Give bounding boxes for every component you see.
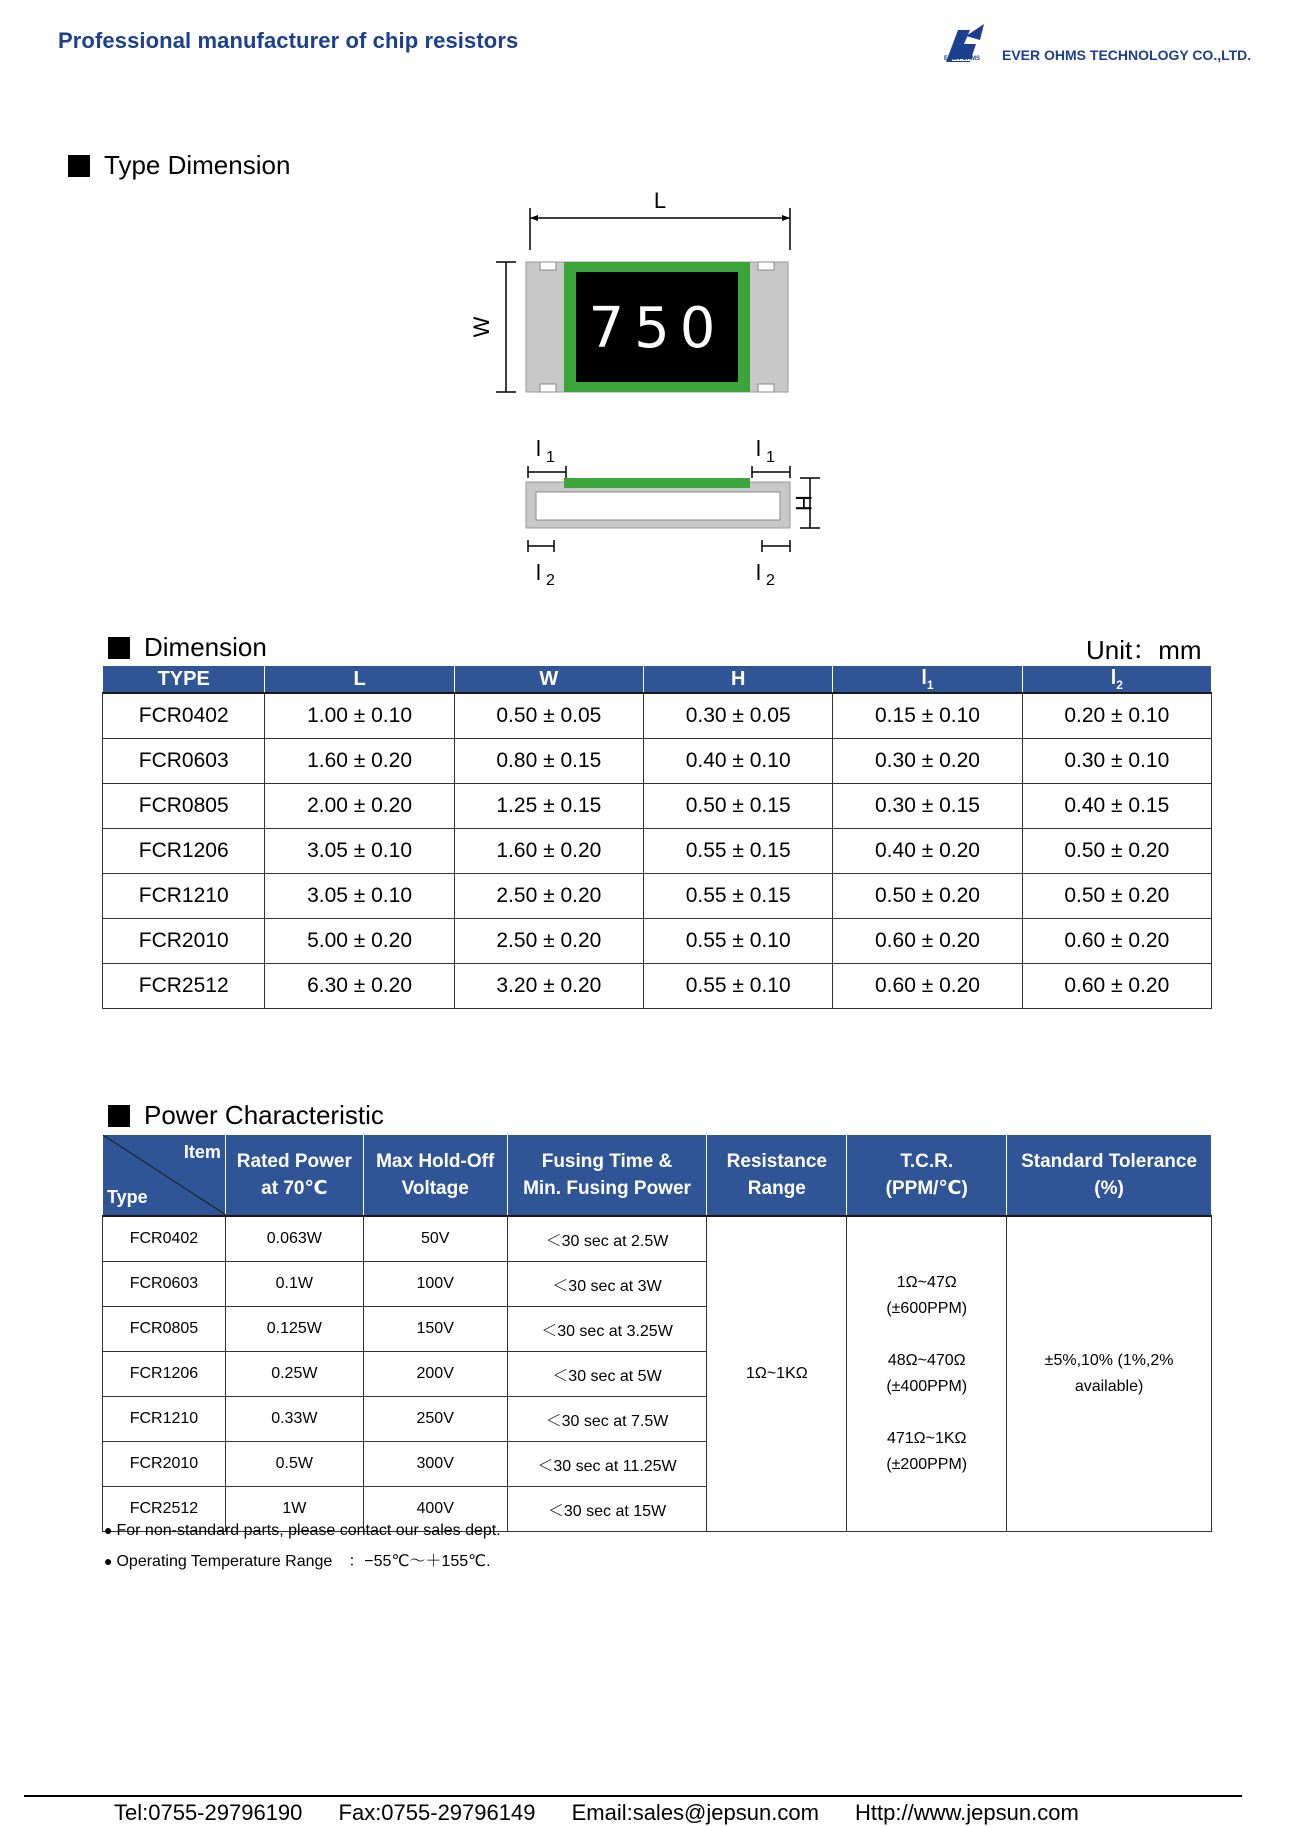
cell-l1: 0.50 ± 0.20 xyxy=(833,874,1022,919)
col-header: L xyxy=(265,666,454,694)
cell-h: 0.55 ± 0.10 xyxy=(644,919,833,964)
cell-w: 2.50 ± 0.20 xyxy=(454,919,643,964)
cell-resistance-range: 1Ω~1KΩ xyxy=(707,1216,847,1532)
label-l2-left-sub: 2 xyxy=(546,572,555,589)
dimension-unit: Unit：mm xyxy=(1086,635,1202,665)
cell-type: FCR1206 xyxy=(103,829,265,874)
chip-side-view xyxy=(526,436,820,589)
table-row xyxy=(103,874,1212,919)
corner-type-label: Type xyxy=(107,1187,148,1207)
label-H: H xyxy=(791,495,816,511)
cell-fusing: ＜30 sec at 11.25W xyxy=(507,1442,707,1487)
cell-fusing: ＜30 sec at 3W xyxy=(507,1262,707,1307)
company-logo xyxy=(940,22,1000,70)
cell-h: 0.55 ± 0.15 xyxy=(644,874,833,919)
cell-type: FCR0402 xyxy=(103,1216,226,1262)
col-header: Rated Power at 70℃ xyxy=(225,1135,363,1217)
cell-voltage: 100V xyxy=(363,1262,507,1307)
cell-h: 0.50 ± 0.15 xyxy=(644,784,833,829)
cell-w: 1.25 ± 0.15 xyxy=(454,784,643,829)
col-header: T.C.R. (PPM/℃) xyxy=(847,1135,1007,1217)
cell-w: 0.50 ± 0.05 xyxy=(454,693,643,739)
cell-l2: 0.60 ± 0.20 xyxy=(1022,919,1211,964)
cell-voltage: 250V xyxy=(363,1397,507,1442)
cell-type: FCR0603 xyxy=(103,1262,226,1307)
cell-l1: 0.40 ± 0.20 xyxy=(833,829,1022,874)
cell-w: 2.50 ± 0.20 xyxy=(454,874,643,919)
cell-voltage: 400V xyxy=(363,1487,507,1532)
footer-fax: Fax:0755-29796149 xyxy=(338,1800,536,1825)
cell-h: 0.55 ± 0.15 xyxy=(644,829,833,874)
cell-rated-power: 0.5W xyxy=(225,1442,363,1487)
cell-type: FCR2512 xyxy=(103,1487,226,1532)
label-l1-right-sub: 1 xyxy=(766,449,775,466)
cell-l: 3.05 ± 0.10 xyxy=(265,874,454,919)
cell-w: 3.20 ± 0.20 xyxy=(454,964,643,1009)
cell-type: FCR1210 xyxy=(103,1397,226,1442)
cell-fusing: ＜30 sec at 15W xyxy=(507,1487,707,1532)
cell-rated-power: 0.063W xyxy=(225,1216,363,1262)
cell-l1: 0.60 ± 0.20 xyxy=(833,919,1022,964)
page-tagline: Professional manufacturer of chip resistors xyxy=(58,28,519,53)
dimension-header-row xyxy=(103,666,1212,694)
bullet-dot-icon: ● xyxy=(104,1522,113,1538)
cell-rated-power: 0.33W xyxy=(225,1397,363,1442)
table-row xyxy=(103,964,1212,1009)
cell-l1: 0.30 ± 0.20 xyxy=(833,739,1022,784)
cell-h: 0.55 ± 0.10 xyxy=(644,964,833,1009)
table-row xyxy=(103,919,1212,964)
cell-type: FCR1210 xyxy=(103,874,265,919)
table-row xyxy=(103,829,1212,874)
cell-l: 1.00 ± 0.10 xyxy=(265,693,454,739)
label-l2-left: l xyxy=(536,560,541,585)
table-row xyxy=(103,739,1212,784)
cell-w: 1.60 ± 0.20 xyxy=(454,829,643,874)
chip-dimension-diagram xyxy=(440,180,860,600)
bullet-dot-icon: ● xyxy=(104,1553,113,1569)
cell-l2: 0.20 ± 0.10 xyxy=(1022,693,1211,739)
cell-l1: 0.15 ± 0.10 xyxy=(833,693,1022,739)
cell-l2: 0.50 ± 0.20 xyxy=(1022,874,1211,919)
note-item: ● Operating Temperature Range ：−55℃～＋155℃. xyxy=(104,1553,491,1570)
label-W: W xyxy=(469,316,494,338)
cell-voltage: 200V xyxy=(363,1352,507,1397)
cell-rated-power: 0.1W xyxy=(225,1262,363,1307)
cell-l2: 0.60 ± 0.20 xyxy=(1022,964,1211,1009)
chip-marking: 750 xyxy=(588,296,726,361)
cell-type: FCR2010 xyxy=(103,1442,226,1487)
label-l2-right: l xyxy=(756,560,761,585)
table-row xyxy=(103,693,1212,739)
cell-h: 0.40 ± 0.10 xyxy=(644,739,833,784)
cell-type: FCR2512 xyxy=(103,964,265,1009)
cell-type: FCR0805 xyxy=(103,784,265,829)
col-header: Resistance Range xyxy=(707,1135,847,1217)
bullet-square-icon xyxy=(108,1105,130,1127)
footer-website[interactable]: Http://www.jepsun.com xyxy=(855,1800,1079,1825)
power-header-row xyxy=(103,1135,1212,1217)
label-l1-left-sub: 1 xyxy=(546,449,555,466)
table-row xyxy=(103,1216,1212,1262)
table-row xyxy=(103,784,1212,829)
cell-tcr: 1Ω~47Ω (±600PPM) 48Ω~470Ω (±400PPM) 471Ω~1KΩ (±200PPM) xyxy=(847,1216,1007,1532)
cell-voltage: 150V xyxy=(363,1307,507,1352)
cell-l2: 0.30 ± 0.10 xyxy=(1022,739,1211,784)
company-name: EVER OHMS TECHNOLOGY CO.,LTD. xyxy=(1002,47,1252,63)
note-item: ● For non-standard parts, please contact our sales dept. xyxy=(104,1522,501,1539)
cell-l: 6.30 ± 0.20 xyxy=(265,964,454,1009)
type-dimension-title: Type Dimension xyxy=(104,150,291,180)
cell-h: 0.30 ± 0.05 xyxy=(644,693,833,739)
cell-type: FCR1206 xyxy=(103,1352,226,1397)
cell-fusing: ＜30 sec at 5W xyxy=(507,1352,707,1397)
corner-item-label: Item xyxy=(183,1142,221,1162)
cell-rated-power: 0.25W xyxy=(225,1352,363,1397)
power-title: Power Characteristic xyxy=(144,1100,384,1130)
type-dimension-heading xyxy=(68,150,290,181)
footer-divider xyxy=(24,1795,1242,1797)
cell-l: 2.00 ± 0.20 xyxy=(265,784,454,829)
cell-rated-power: 1W xyxy=(225,1487,363,1532)
col-header: $l_2$ xyxy=(1022,666,1211,694)
dimension-title: Dimension xyxy=(144,632,267,662)
power-heading xyxy=(108,1100,384,1131)
cell-l2: 0.40 ± 0.15 xyxy=(1022,784,1211,829)
cell-type: FCR0402 xyxy=(103,693,265,739)
dimension-heading xyxy=(108,632,267,663)
cell-l1: 0.60 ± 0.20 xyxy=(833,964,1022,1009)
footer-email[interactable]: Email:sales@jepsun.com xyxy=(571,1800,819,1825)
chip-top-view xyxy=(469,188,790,392)
col-header: H xyxy=(644,666,833,694)
cell-l1: 0.30 ± 0.15 xyxy=(833,784,1022,829)
cell-l: 3.05 ± 0.10 xyxy=(265,829,454,874)
cell-fusing: ＜30 sec at 3.25W xyxy=(507,1307,707,1352)
logo-small-text: EVER OHMS xyxy=(944,56,981,62)
col-header: Fusing Time & Min. Fusing Power xyxy=(507,1135,707,1217)
label-l2-right-sub: 2 xyxy=(766,572,775,589)
dimension-table xyxy=(102,665,1212,1009)
label-l1-left: l xyxy=(536,436,541,461)
cell-voltage: 50V xyxy=(363,1216,507,1262)
footer-tel: Tel:0755-29796190 xyxy=(114,1800,303,1825)
col-header: TYPE xyxy=(103,666,265,694)
cell-l: 5.00 ± 0.20 xyxy=(265,919,454,964)
bullet-square-icon xyxy=(68,155,90,177)
cell-fusing: ＜30 sec at 2.5W xyxy=(507,1216,707,1262)
label-L: L xyxy=(653,188,667,213)
power-table xyxy=(102,1134,1212,1532)
cell-rated-power: 0.125W xyxy=(225,1307,363,1352)
col-header: Standard Tolerance (%) xyxy=(1007,1135,1212,1217)
label-l1-right: l xyxy=(756,436,761,461)
cell-l: 1.60 ± 0.20 xyxy=(265,739,454,784)
cell-l2: 0.50 ± 0.20 xyxy=(1022,829,1211,874)
col-header: W xyxy=(454,666,643,694)
corner-header xyxy=(103,1135,226,1217)
footer-contact xyxy=(114,1800,1107,1826)
cell-w: 0.80 ± 0.15 xyxy=(454,739,643,784)
cell-voltage: 300V xyxy=(363,1442,507,1487)
col-header: $l_1$ xyxy=(833,666,1022,694)
cell-fusing: ＜30 sec at 7.5W xyxy=(507,1397,707,1442)
cell-type: FCR0805 xyxy=(103,1307,226,1352)
cell-tolerance: ±5%,10% (1%,2% available) xyxy=(1007,1216,1212,1532)
col-header: Max Hold-Off Voltage xyxy=(363,1135,507,1217)
cell-type: FCR0603 xyxy=(103,739,265,784)
cell-type: FCR2010 xyxy=(103,919,265,964)
bullet-square-icon xyxy=(108,637,130,659)
